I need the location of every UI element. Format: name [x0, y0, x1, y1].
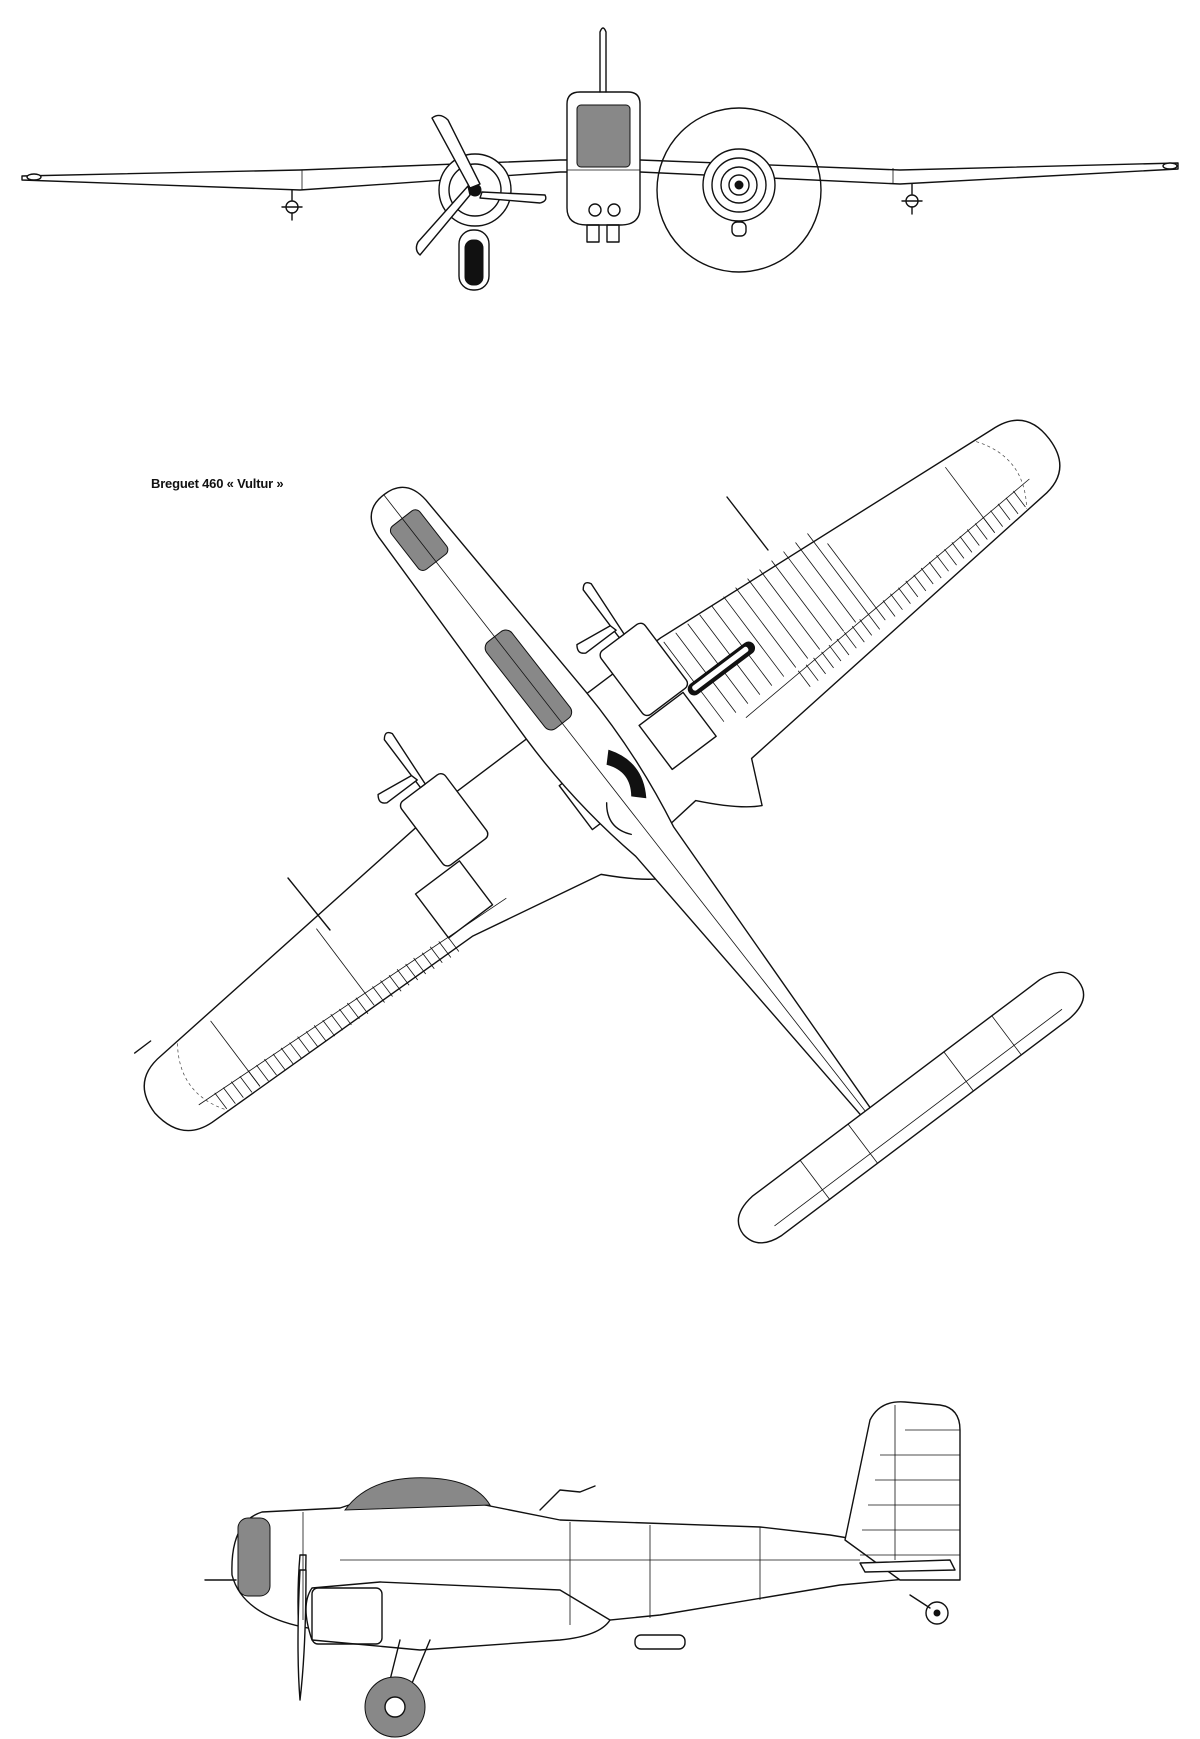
front-right-engine — [657, 108, 821, 272]
side-fin — [845, 1402, 960, 1580]
side-nacelle — [306, 1582, 610, 1650]
aircraft-title: Breguet 460 « Vultur » — [151, 476, 284, 491]
front-left-engine — [416, 115, 545, 290]
top-view — [56, 308, 1121, 1254]
side-view — [205, 1402, 960, 1737]
front-view — [22, 28, 1178, 290]
